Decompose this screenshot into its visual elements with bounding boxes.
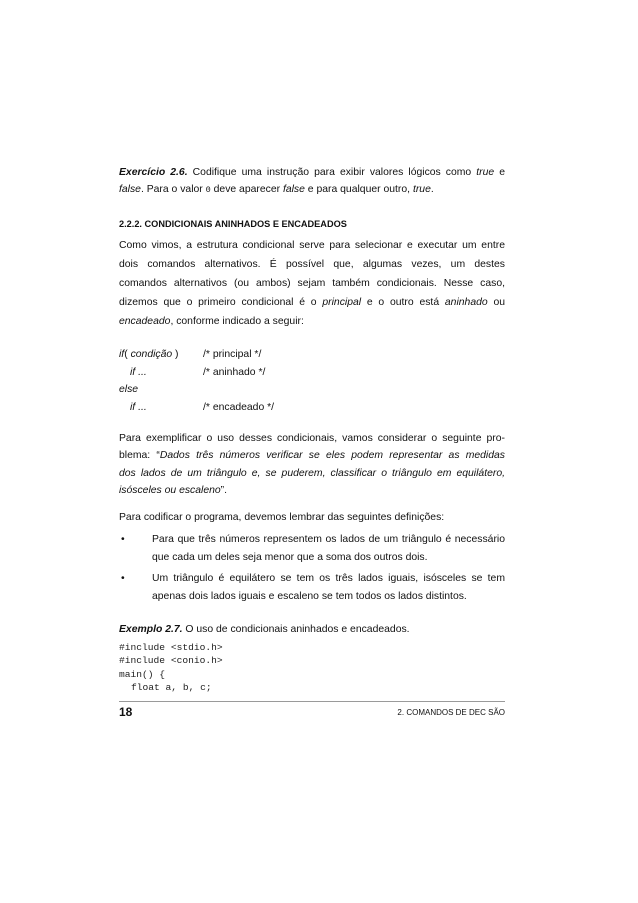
term-encadeado: encadeado: [119, 316, 171, 327]
exercise-text: e para qualquer outro,: [304, 184, 413, 195]
bullet-icon: •: [121, 573, 125, 584]
exercise-text: . Para o valor: [140, 184, 206, 195]
definition-item-line: Um triângulo é equilátero se tem os três lados iguais, isósceles se tem: [152, 573, 505, 584]
footer-divider: [119, 701, 505, 702]
exercise-text: deve aparecer: [210, 184, 283, 195]
syntax-nested-if-line: [119, 366, 505, 379]
definition-item-line: Para que três números representem os lados de um triângulo é necessário: [152, 534, 505, 545]
exercise-line-1: [119, 166, 505, 179]
syntax-chained-if-line: [119, 401, 505, 414]
syntax-else-line: [119, 383, 505, 396]
definition-item-line: que cada um deles seja menor que a soma dos outros dois.: [152, 552, 428, 563]
comment-principal: /* principal */: [203, 349, 262, 360]
code-line: main() {: [119, 669, 166, 680]
exercise-text: .: [430, 184, 434, 195]
comment-aninhado: /* aninhado */: [203, 367, 266, 378]
term-true: true: [412, 184, 431, 195]
keyword-if: if: [119, 349, 125, 360]
paragraph-text: dizemos que o primeiro condicional é o: [119, 297, 323, 308]
term-true: true: [476, 167, 495, 178]
paren-open: (: [124, 349, 131, 360]
running-title: 2. COMANDOS DE DEC SÃO: [397, 708, 505, 717]
definitions-intro: Para codificar o programa, devemos lembrar das seguintes definições:: [119, 512, 445, 523]
paragraph-line: [119, 296, 505, 309]
comment-encadeado: /* encadeado */: [203, 402, 275, 413]
syntax-if-line: [119, 348, 505, 361]
problem-line: [119, 449, 505, 462]
paragraph-line: Como vimos, a estrutura condicional serve para selecionar e executar um entre: [119, 240, 505, 251]
exercise-label: Exercício 2.6.: [119, 167, 188, 178]
paragraph-text: , conforme indicado a seguir:: [170, 316, 304, 327]
paren-close: ): [172, 349, 179, 360]
paragraph-text: e o outro está: [361, 297, 445, 308]
problem-line: [119, 484, 505, 497]
paragraph-line: dois comandos alternativos. É possível que, algumas vezes, um destes: [119, 259, 505, 270]
problem-line: Para exemplificar o uso desses condicionais, vamos considerar o seguinte pro-: [119, 433, 505, 444]
code-line: #include <stdio.h>: [119, 642, 223, 653]
term-aninhado: aninhado: [444, 297, 488, 308]
example-label: Exemplo 2.7.: [119, 624, 183, 635]
problem-text: blema: “: [119, 450, 160, 461]
keyword-chained-if: if ...: [130, 402, 147, 413]
definition-item-line: apenas dois lados iguais e escaleno se tem todos os lados distintos.: [152, 591, 467, 602]
paragraph-line: comandos alternativos (ou ambos) sejam também condicionais. Nesse caso,: [119, 278, 505, 289]
exercise-line-2: [119, 183, 505, 197]
keyword-nested-if: if ...: [130, 367, 147, 378]
problem-quote: isósceles ou escaleno: [119, 485, 221, 496]
example-caption: [119, 623, 505, 636]
term-false: false: [119, 184, 141, 195]
code-line: #include <conio.h>: [119, 655, 223, 666]
code-line: float a, b, c;: [131, 682, 212, 693]
section-heading: 2.2.2. CONDICIONAIS ANINHADOS E ENCADEADOS: [119, 219, 347, 229]
bullet-icon: •: [121, 534, 125, 545]
exercise-text: Codifique uma instrução para exibir valores lógicos como: [187, 167, 477, 178]
exercise-text: e: [494, 167, 505, 178]
paragraph-line: [119, 315, 505, 328]
term-principal: principal: [322, 297, 362, 308]
paragraph-text: ou: [487, 297, 505, 308]
condition-placeholder: condição: [130, 349, 173, 360]
page-number: 18: [119, 705, 133, 719]
example-text: O uso de condicionais aninhados e encadeados.: [182, 624, 410, 635]
term-false: false: [282, 184, 305, 195]
value-zero: 0: [205, 185, 211, 195]
keyword-else: else: [119, 384, 139, 395]
problem-quote-line: dos lados de um triângulo e, se puderem, classificar o triângulo em equilátero,: [119, 468, 505, 479]
problem-quote: Dados três números verificar se eles podem representar as medidas: [159, 450, 505, 461]
problem-text: ”.: [220, 485, 228, 496]
